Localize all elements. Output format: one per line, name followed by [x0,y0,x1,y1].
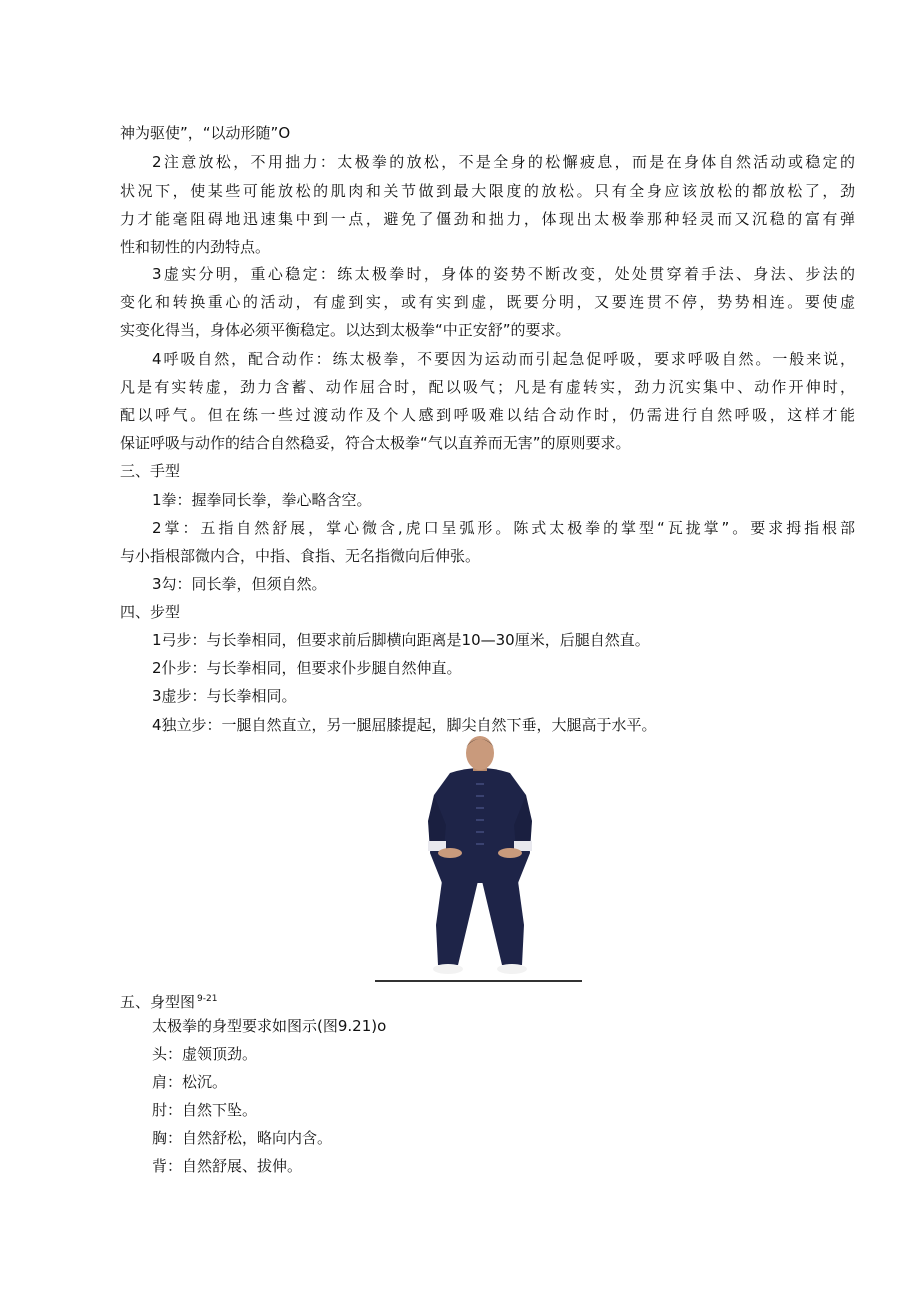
text-line: 3勾：同长拳，但须自然。 [152,575,327,593]
text-line: 胸：自然舒松，略向内含。 [152,1129,333,1147]
text-line: 1拳：握拳同长拳，拳心略含空。 [152,491,372,509]
text-line: 与小指根部微内合，中指、食指、无名指微向后伸张。 [120,547,481,565]
section-heading: 四、步型 [120,603,181,621]
text-line: 2注意放松，不用拙力：太极拳的放松，不是全身的松懈疲息，而是在身体自然活动或稳定的 [152,153,855,171]
text-line: 凡是有实转虚，劲力含蓄、动作屈合时，配以吸气；凡是有虚转实，劲力沉实集中、动作开伸时， [120,378,855,396]
section-heading [120,988,855,1013]
text-line: 状况下，使某些可能放松的肌肉和关节做到最大限度的放松。只有全身应该放松的都放松了，劲 [120,182,855,200]
section-title: 五、身型图 [120,993,196,1011]
text-line: 肘：自然下坠。 [152,1101,258,1119]
text-line: 2仆步：与长拳相同，但要求仆步腿自然伸直。 [152,659,462,677]
text-line: 实变化得当，身体必须平衡稳定。以达到太极拳“中正安舒”的要求。 [120,321,571,339]
text-line: 性和韧性的内劲特点。 [120,238,271,256]
text-line: 4独立步：一腿自然直立，另一腿屈膝提起，脚尖自然下垂，大腿高于水平。 [152,716,657,734]
section-heading: 三、手型 [120,462,181,480]
text-line: 保证呼吸与动作的结合自然稳妥，符合太极拳“气以直养而无害”的原则要求。 [120,434,631,452]
text-line: 3虚实分明，重心稳定：练太极拳时，身体的姿势不断改变，处处贯穿着手法、身法、步法的 [152,265,855,283]
text-line: 神为驱使”，“以动形随”O [120,124,291,142]
text-line: 4呼吸自然，配合动作：练太极拳，不要因为运动而引起急促呼吸，要求呼吸自然。一般来说， [152,350,855,368]
text-line: 变化和转换重心的活动，有虚到实，或有实到虚，既要分明，又要连贯不停，势势相连。要使虚 [120,293,855,311]
text-line: 头：虚领顶劲。 [152,1045,258,1063]
text-line: 太极拳的身型要求如图示(图9.21)o [152,1017,387,1035]
taichi-stance-figure [370,733,590,985]
figure-superscript: 9-21 [197,994,218,1004]
text-line: 1弓步：与长拳相同，但要求前后脚横向距离是10—30厘米，后腿自然直。 [152,631,650,649]
text-line: 背：自然舒展、拔伸。 [152,1157,303,1175]
text-line: 3虚步：与长拳相同。 [152,687,297,705]
text-line: 肩：松沉。 [152,1073,228,1091]
text-line: 2掌：五指自然舒展，掌心微含,虎口呈弧形。陈式太极拳的掌型“瓦拢掌”。要求拇指根部 [152,519,855,537]
text-line: 力才能毫阻碍地迅速集中到一点，避免了僵劲和拙力，体现出太极拳那种轻灵而又沉稳的富有弹 [120,210,855,228]
text-line: 配以呼气。但在练一些过渡动作及个人感到呼吸难以结合动作时，仍需进行自然呼吸，这样才能 [120,406,855,424]
